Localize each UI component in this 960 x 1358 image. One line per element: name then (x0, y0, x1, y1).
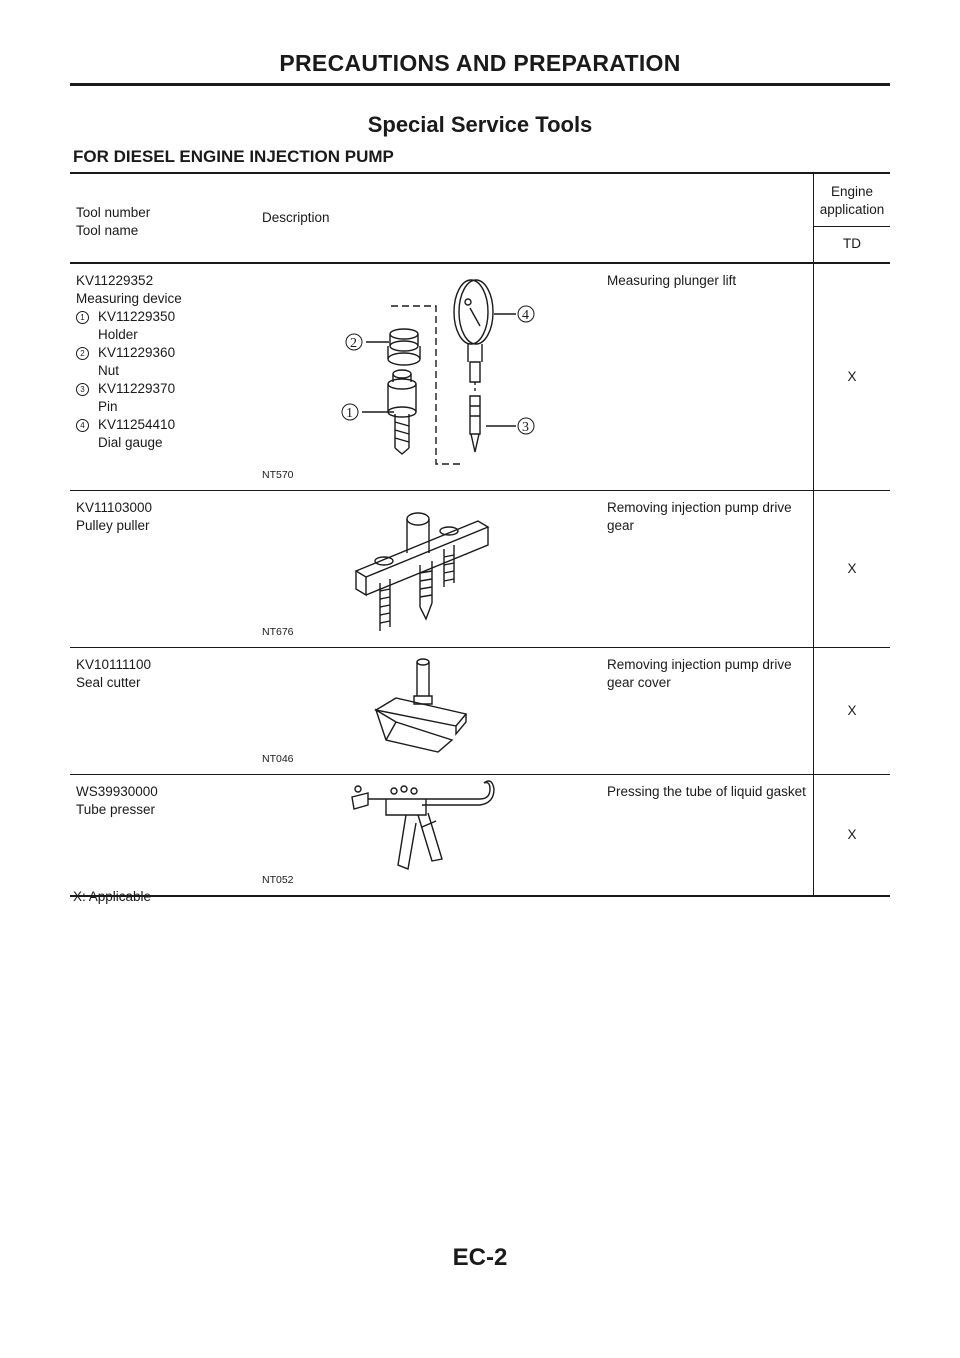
callout-number: 3 (76, 383, 89, 396)
description: Pressing the tube of liquid gasket (601, 775, 814, 897)
application: X (814, 263, 891, 491)
seal-cutter-illustration (256, 648, 601, 774)
tool-number: KV11103000 (76, 500, 153, 515)
figure-code: NT676 (262, 626, 294, 638)
table-row (70, 648, 890, 775)
table-header-row (70, 173, 890, 226)
description: Removing injection pump drive gear (601, 491, 814, 648)
tool-cell (70, 648, 256, 775)
application: X (814, 775, 891, 897)
description: Measuring plunger lift (601, 263, 814, 491)
header-engine-application: Engine application (814, 173, 891, 226)
subsection-title: FOR DIESEL ENGINE INJECTION PUMP (73, 147, 394, 166)
callout-number: 4 (76, 419, 89, 432)
description: Removing injection pump drive gear cover (601, 648, 814, 775)
figure-callout-3: 3 (522, 420, 529, 435)
figure-cell (256, 648, 601, 775)
header-tool-number: Tool number (76, 205, 151, 220)
header-tool-cell (70, 173, 256, 263)
figure-callout-1: 1 (346, 406, 353, 421)
tool-cell (70, 775, 256, 897)
tool-name: Tube presser (76, 802, 156, 817)
measuring-device-illustration (256, 264, 601, 490)
header-rule (70, 83, 890, 86)
callout-number: 1 (76, 311, 89, 324)
tool-name: Pulley puller (76, 518, 150, 533)
pulley-puller-drawing (256, 491, 601, 647)
applicable-note: X: Applicable (73, 889, 152, 904)
tube-presser-drawing (256, 775, 601, 895)
seal-cutter-drawing (256, 648, 601, 774)
figure-callout-4: 4 (522, 308, 529, 323)
tool-number: WS39930000 (76, 784, 158, 799)
callout-number: 2 (76, 347, 89, 360)
header-description: Description (256, 173, 814, 263)
tool-cell (70, 491, 256, 648)
tool-table (70, 172, 890, 897)
figure-code: NT052 (262, 874, 294, 886)
header-engine-model: TD (814, 226, 891, 263)
tool-number: KV10111100 (76, 657, 152, 672)
figure-code: NT570 (262, 469, 294, 481)
tool-cell (70, 263, 256, 491)
page-number: EC-2 (452, 1244, 508, 1271)
page-header: PRECAUTIONS AND PREPARATION (279, 50, 681, 76)
application: X (814, 491, 891, 648)
header-tool-name: Tool name (76, 223, 139, 238)
sub-item: 3 KV11229370 Pin (76, 380, 256, 416)
figure-code: NT046 (262, 753, 294, 765)
table-row (70, 263, 890, 491)
figure-cell (256, 491, 601, 648)
figure-callout-2: 2 (350, 336, 357, 351)
sub-item: 1 KV11229350 Holder (76, 308, 256, 344)
pulley-puller-illustration (256, 491, 601, 647)
measuring-device-drawing (256, 264, 601, 490)
figure-cell (256, 263, 601, 491)
section-title: Special Service Tools (367, 112, 593, 137)
table-row (70, 491, 890, 648)
figure-cell (256, 775, 601, 897)
tube-presser-illustration (256, 775, 601, 895)
sub-item: 4 KV11254410 Dial gauge (76, 416, 256, 452)
tool-name: Seal cutter (76, 675, 141, 690)
application: X (814, 648, 891, 775)
sub-item: 2 KV11229360 Nut (76, 344, 256, 380)
tool-number: KV11229352 (76, 273, 154, 288)
tool-name: Measuring device (76, 291, 182, 306)
table-row (70, 775, 890, 897)
